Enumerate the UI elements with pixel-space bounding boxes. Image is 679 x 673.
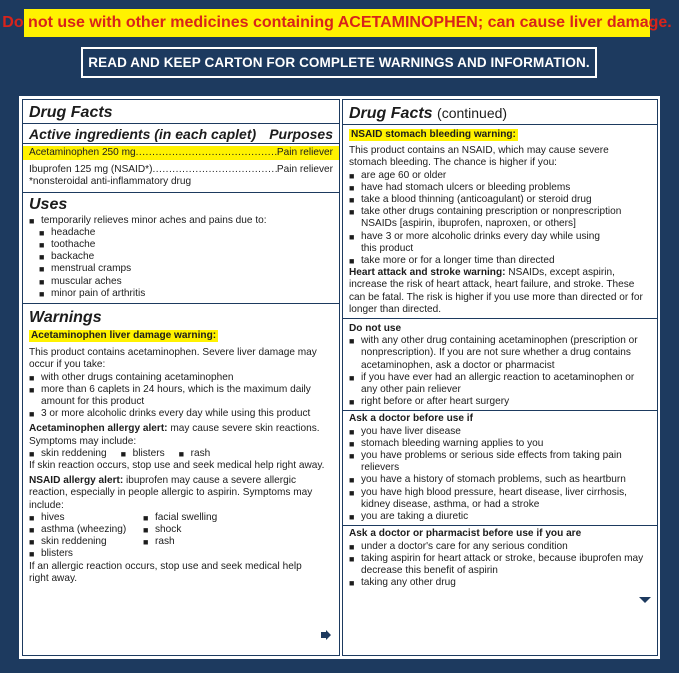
ask-doctor-item-cont: relievers [361, 462, 400, 474]
uses-item: ■ minor pain of arthritis [39, 288, 333, 300]
uses-title: Uses [29, 195, 68, 213]
symptom-item: ■ hives [29, 512, 143, 524]
liver-text: This product contains acetaminophen. Severe liver damage may [29, 347, 317, 359]
ingredient-purpose: Pain reliever [276, 147, 333, 158]
heart-stroke-text: increase the risk of heart attack, heart failure, and stroke. These [349, 279, 635, 291]
drug-facts-right-column [342, 99, 658, 656]
drug-facts-panel [17, 94, 662, 661]
nsaid-allergy-text: reaction, especially in people allergic to aspirin. Symptoms may [29, 487, 313, 499]
nsaid-allergy-text: include: [29, 499, 64, 511]
symptom-item: ■ asthma (wheezing) [29, 524, 143, 536]
do-not-use-item: ■ with any other drug containing acetaminophen (prescription or [349, 335, 651, 347]
ask-doctor-item: ■ stomach bleeding warning applies to you [349, 438, 651, 450]
nsaid-bleed-text: This product contains an NSAID, which may cause severe [349, 145, 609, 157]
read-keep-carton-banner: READ AND KEEP CARTON FOR COMPLETE WARNINGS AND INFORMATION. [81, 47, 597, 78]
active-ingredients-label: Active ingredients (in each caplet) [29, 126, 257, 142]
ask-doctor-heading: Ask a doctor before use if [349, 413, 473, 425]
liver-damage-banner: Do not use with other medicines containing ACETAMINOPHEN; can cause liver damage. [24, 9, 650, 37]
ingredient-acetaminophen-row [23, 146, 339, 160]
liver-item: ■ more than 6 caplets in 24 hours, which is the maximum daily [29, 384, 333, 396]
ingredient-ibuprofen-row [23, 160, 339, 176]
do-not-use-heading: Do not use [349, 323, 402, 335]
continue-down-arrow-icon [639, 597, 651, 603]
ask-pharmacist-item: ■ taking aspirin for heart attack or stroke, because ibuprofen may [349, 553, 651, 565]
symptom-item: ■ facial swelling [143, 512, 263, 524]
do-not-use-item-cont: acetaminophen, ask a doctor or pharmacist [361, 359, 555, 371]
ask-pharmacist-item: ■ taking any other drug [349, 577, 651, 589]
nsaid-footnote: *nonsteroidal anti-inflammatory drug [29, 176, 192, 188]
symptom-item: ■ skin reddening [29, 536, 143, 548]
liver-item: ■ 3 or more alcoholic drinks every day while using this product [29, 408, 333, 420]
drug-facts-title: Drug Facts [349, 105, 433, 122]
heart-stroke-warning [349, 267, 651, 279]
uses-item: ■ muscular aches [39, 276, 333, 288]
ingredient-name: Ibuprofen 125 mg (NSAID*) [29, 164, 153, 176]
nsaid-allergy-text: ibuprofen may cause a severe allergic [123, 475, 297, 487]
continued-label: (continued) [437, 105, 508, 121]
active-ingredients-header [29, 125, 333, 143]
ingredient-name: Acetaminophen 250 mg [29, 147, 136, 158]
bleed-item: ■ take a blood thinning (anticoagulant) or steroid drug [349, 194, 651, 206]
ask-doctor-item-cont: kidney disease, asthma, or had a stroke [361, 498, 540, 510]
bleed-item: ■ have 3 or more alcoholic drinks every day while using [349, 231, 651, 243]
liver-item: ■ with other drugs containing acetaminophen [29, 372, 333, 384]
skin-reaction-stop-text: If skin reaction occurs, stop use and seek medical help right away. [29, 460, 325, 472]
symptom-item: ■ skin reddening [29, 448, 107, 460]
bleed-item: ■ have had stomach ulcers or bleeding problems [349, 182, 651, 194]
ask-doctor-item: ■ you have problems or serious side effects from taking pain [349, 450, 651, 462]
uses-item: ■ toothache [39, 239, 333, 251]
allergic-reaction-stop-text: right away. [29, 572, 78, 584]
purposes-label: Purposes [269, 126, 333, 142]
warnings-title: Warnings [29, 309, 102, 327]
drug-facts-left-column [22, 99, 340, 656]
drug-facts-continued-title [349, 103, 651, 124]
heart-stroke-text: NSAIDs, except aspirin, [505, 267, 615, 279]
skin-symptoms-list [29, 448, 333, 460]
ask-pharmacist-item: ■ under a doctor's care for any serious condition [349, 541, 651, 553]
allergic-reaction-stop-text: If an allergic reaction occurs, stop use and seek medical help [29, 560, 302, 572]
ask-pharmacist-item-cont: decrease this benefit of aspirin [361, 564, 498, 576]
symptom-item: ■ blisters [121, 448, 165, 460]
symptom-item: ■ rash [179, 448, 211, 460]
symptoms-line: Symptoms may include: [29, 435, 137, 447]
nsaid-allergy-alert [29, 475, 333, 487]
uses-item: ■ headache [39, 227, 333, 239]
acetaminophen-allergy-alert [29, 423, 333, 435]
ask-doctor-item: ■ you have high blood pressure, heart disease, liver cirrhosis, [349, 487, 651, 499]
do-not-use-item: ■ if you have ever had an allergic reaction to acetaminophen or [349, 372, 651, 384]
bleed-item: ■ take more or for a longer time than directed [349, 255, 651, 267]
symptom-item: ■ shock [143, 524, 263, 536]
allergy-alert-text: may cause severe skin reactions. [167, 423, 320, 435]
symptom-item: ■ blisters [29, 548, 143, 560]
ask-pharmacist-heading: Ask a doctor or pharmacist before use if you are [349, 528, 582, 540]
do-not-use-item-cont: nonprescription). If you are not sure whether a drug contains [361, 347, 631, 359]
uses-intro: ■ temporarily relieves minor aches and pains due to: [29, 215, 333, 227]
bleed-item-cont: NSAIDs [aspirin, ibuprofen, naproxen, or others] [361, 218, 576, 230]
allergy-alert-label: Acetaminophen allergy alert: [29, 423, 168, 435]
bleed-item: ■ are age 60 or older [349, 170, 651, 182]
liver-damage-warning-heading: Acetaminophen liver damage warning: [31, 330, 217, 342]
liver-text: occur if you take: [29, 359, 106, 371]
ask-doctor-item: ■ you have a history of stomach problems, such as heartburn [349, 474, 651, 486]
uses-item: ■ menstrual cramps [39, 263, 333, 275]
nsaid-symptoms-list [29, 512, 333, 561]
heart-stroke-label: Heart attack and stroke warning: [349, 267, 506, 279]
bleed-item-cont: this product [361, 242, 414, 254]
ask-doctor-item: ■ you are taking a diuretic [349, 511, 651, 523]
nsaid-bleed-text: stomach bleeding. The chance is higher if you: [349, 157, 557, 169]
nsaid-stomach-bleeding-heading: NSAID stomach bleeding warning: [351, 129, 516, 140]
do-not-use-item-cont: any other pain reliever [361, 384, 461, 396]
continue-arrow-icon [321, 630, 331, 640]
nsaid-allergy-label: NSAID allergy alert: [29, 475, 124, 487]
liver-item-cont: amount for this product [41, 396, 145, 408]
ingredient-purpose: Pain reliever [276, 164, 333, 176]
ask-doctor-item: ■ you have liver disease [349, 426, 651, 438]
bleed-item: ■ take other drugs containing prescription or nonprescription [349, 206, 651, 218]
drug-facts-title: Drug Facts [29, 104, 113, 121]
heart-stroke-text: can be fatal. The risk is higher if you use more than directed or for [349, 291, 643, 303]
heart-stroke-text: longer than directed. [349, 303, 442, 315]
symptom-item: ■ rash [143, 536, 263, 548]
do-not-use-item: ■ right before or after heart surgery [349, 396, 651, 408]
uses-item: ■ backache [39, 251, 333, 263]
